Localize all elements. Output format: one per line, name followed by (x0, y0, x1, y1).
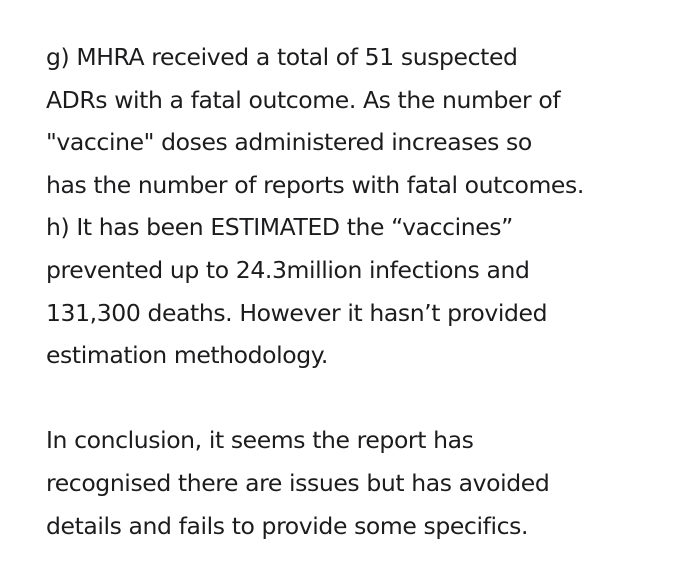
text-line: recognised there are issues but has avoided (46, 468, 550, 497)
text-line: h) It has been ESTIMATED the “vaccines” (46, 213, 513, 242)
text-line: details and fails to provide some specifics. (46, 511, 529, 540)
text-line: "vaccine" doses administered increases so (46, 128, 532, 157)
text-line: estimation methodology. (46, 341, 329, 370)
conclusion-paragraph (46, 419, 686, 547)
text-line: prevented up to 24.3million infections and (46, 255, 530, 284)
section-h-paragraph (46, 206, 686, 376)
text-line: In conclusion, it seems the report has (46, 426, 474, 455)
text-line: 131,300 deaths. However it hasn’t provided (46, 298, 548, 327)
text-line: g) MHRA received a total of 51 suspected (46, 43, 518, 71)
paragraph-spacer (46, 377, 686, 420)
text-line: ADRs with a fatal outcome. As the number of (46, 85, 561, 114)
section-g-paragraph (46, 36, 686, 206)
text-line: has the number of reports with fatal outcomes. (46, 170, 584, 199)
note-text-body (46, 36, 686, 547)
